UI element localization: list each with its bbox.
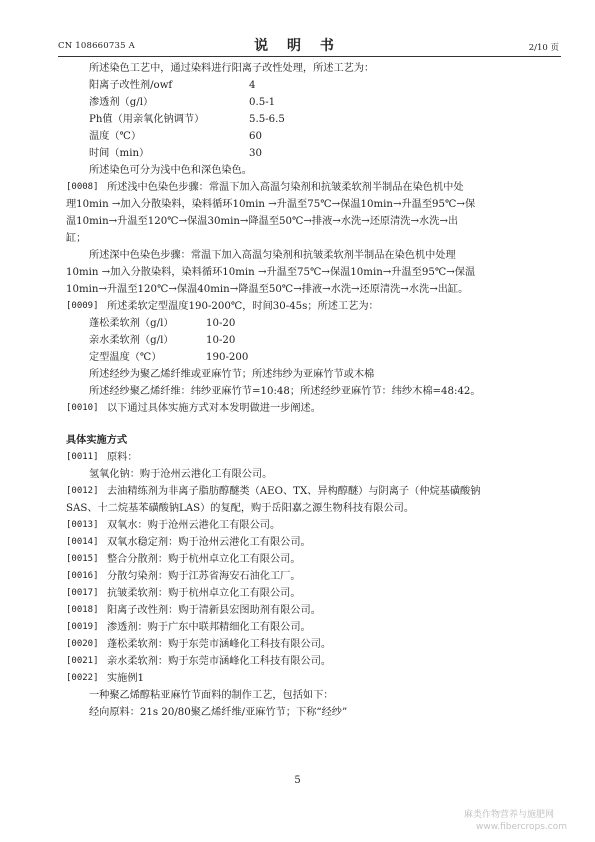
process-intro: 所述染色工艺中，通过染料进行阳离子改性处理，所述工艺为： <box>89 63 375 74</box>
paragraph-0008 <box>66 179 536 196</box>
paragraph-number: [0015] <box>66 554 99 564</box>
paragraph-number: [0008] <box>66 182 99 192</box>
paragraph-number: [0011] <box>66 452 99 462</box>
page-title: 说 明 书 <box>254 38 341 54</box>
paragraph-line: 所述柔软定型温度190-200℃，时间30-45s；所述工艺为： <box>107 301 379 312</box>
paragraph-0016 <box>66 568 536 585</box>
paragraph-0014 <box>66 534 536 551</box>
paragraph-line: 10min→升温至120℃→保温40min→降温至50℃→排液→水洗→还原清洗→水洗→出缸。 <box>66 284 469 295</box>
param-value: 4 <box>249 80 256 91</box>
paragraph-0013 <box>66 517 536 534</box>
patent-number: CN 108660735 A <box>58 41 135 51</box>
paragraph-line: 以下通过具体实施方式对本发明做进一步阐述。 <box>107 403 321 414</box>
paragraph-line: 蓬松柔软剂：购于东莞市涵峰化工科技有限公司。 <box>107 639 332 650</box>
param-row <box>66 145 536 162</box>
paragraph-line: 原料： <box>107 452 138 463</box>
paragraph-0020 <box>66 636 536 653</box>
param-name: 阳离子改性剂/owf <box>89 80 173 91</box>
paragraph-number: [0010] <box>66 403 99 413</box>
param-name: 渗透剂（g/l） <box>89 97 154 108</box>
paragraph-line: 所述浅中色染色步骤：常温下加入高温匀染剂和抗皱柔软剂半制品在染色机中处 <box>107 182 464 193</box>
paragraph-number: [0018] <box>66 605 99 615</box>
process-note: 所述染色可分为浅中色和深色染色。 <box>89 165 252 176</box>
param-value: 5.5-6.5 <box>249 114 285 125</box>
paragraph-line: 10min →加入分散染料，染料循环10min →升温至75℃→保温10min→升温至95℃→保温 <box>66 267 476 278</box>
paragraph-0011 <box>66 449 536 466</box>
paragraph-number: [0012] <box>66 486 99 496</box>
param-name: 温度（℃） <box>89 131 142 142</box>
paragraph-number: [0021] <box>66 656 99 666</box>
paragraph-line: 整合分散剂：购于杭州卓立化工有限公司。 <box>107 554 301 565</box>
paragraph-line: 温10min→升温至120℃→保温30min→降温至50℃→排液→水洗→还原清洗→水洗→出 <box>66 216 459 227</box>
param-value: 10-20 <box>206 335 236 346</box>
paragraph-line: 所述深中色染色步骤：常温下加入高温匀染剂和抗皱柔软剂半制品在染色机中处理 <box>89 250 456 261</box>
paragraph-number: [0017] <box>66 588 99 598</box>
paragraph-0015 <box>66 551 536 568</box>
paragraph-line: 经向原料：21s 20/80聚乙烯纤维/亚麻竹节；下称“经纱” <box>89 707 348 718</box>
paragraph-line: 缸； <box>66 233 87 244</box>
param-value: 10-20 <box>206 318 236 329</box>
paragraph-line: 氢氧化钠：购于沧州云港化工有限公司。 <box>89 469 273 480</box>
param-value: 30 <box>249 148 262 159</box>
paragraph-line: 双氧水：购于沧州云港化工有限公司。 <box>107 520 281 531</box>
param-row <box>66 77 536 94</box>
paragraph-0021 <box>66 653 536 670</box>
paragraph-line: 双氧水稳定剂：购于沧州云港化工有限公司。 <box>107 537 311 548</box>
paragraph-line: 阳离子改性剂：购于清新县宏图助剂有限公司。 <box>107 605 321 616</box>
paragraph-line: 所述经纱为聚乙烯纤维或亚麻竹节；所述纬纱为亚麻竹节或木棉 <box>89 369 375 380</box>
param-name: Ph值（用亲氧化钠调节） <box>89 114 205 125</box>
param-row <box>66 128 536 145</box>
paragraph-line: 亲水柔软剂：购于东莞市涵峰化工科技有限公司。 <box>107 656 332 667</box>
paragraph-0009 <box>66 298 536 315</box>
paragraph-number: [0009] <box>66 301 99 311</box>
paragraph-0019 <box>66 619 536 636</box>
paragraph-0017 <box>66 585 536 602</box>
paragraph-line: 所述经纱聚乙烯纤维：纬纱亚麻竹节=10:48；所述经纱亚麻竹节：纬纱木棉=48:42。 <box>89 386 481 397</box>
section-heading: 具体实施方式 <box>66 435 128 446</box>
paragraph-line: 理10min →加入分散染料，染料循环10min →升温至75℃→保温10min→升温至95℃→保 <box>66 199 476 210</box>
paragraph-0010 <box>66 400 536 417</box>
document-body <box>66 60 536 721</box>
watermark-title: 麻类作物营养与施肥网 <box>464 810 555 820</box>
param-row <box>66 332 536 349</box>
param-value: 60 <box>249 131 262 142</box>
page-indicator: 2/10 页 <box>528 43 559 53</box>
header-divider <box>58 56 561 57</box>
watermark-url: www.fibercrops.com <box>476 822 567 832</box>
param-row <box>66 111 536 128</box>
paragraph-number: [0014] <box>66 537 99 547</box>
paragraph-0012 <box>66 483 536 500</box>
paragraph-line: 一种聚乙烯醇粘亚麻竹节面料的制作工艺，包括如下： <box>89 690 334 701</box>
paragraph-line: 渗透剂：购于广东中联邦精细化工有限公司。 <box>107 622 311 633</box>
param-value: 0.5-1 <box>249 97 276 108</box>
paragraph-number: [0019] <box>66 622 99 632</box>
param-name: 蓬松柔软剂（g/l） <box>89 318 174 329</box>
param-name: 定型温度（℃） <box>89 352 162 363</box>
param-name: 时间（min） <box>89 148 150 159</box>
param-name: 亲水柔软剂（g/l） <box>89 335 174 346</box>
page-number: 5 <box>294 775 301 786</box>
paragraph-line: SAS、十二烷基苯磺酸钠LAS）的复配，购于岳阳嘉之源生物科技有限公司。 <box>66 503 415 514</box>
param-row <box>66 349 536 366</box>
paragraph-0022 <box>66 670 536 687</box>
paragraph-line: 抗皱柔软剂：购于杭州卓立化工有限公司。 <box>107 588 301 599</box>
param-row <box>66 315 536 332</box>
paragraph-line: 实施例1 <box>107 673 145 684</box>
param-value: 190-200 <box>206 352 249 363</box>
paragraph-line: 去油精练剂为非离子脂肪醇醚类（AEO、TX、异构醇醚）与阴离子（仲烷基磺酸钠 <box>107 486 481 497</box>
param-row <box>66 94 536 111</box>
paragraph-number: [0020] <box>66 639 99 649</box>
paragraph-number: [0016] <box>66 571 99 581</box>
paragraph-line: 分散匀染剂：购于江苏省海安石油化工厂。 <box>107 571 301 582</box>
paragraph-number: [0022] <box>66 673 99 683</box>
paragraph-number: [0013] <box>66 520 99 530</box>
paragraph-0018 <box>66 602 536 619</box>
